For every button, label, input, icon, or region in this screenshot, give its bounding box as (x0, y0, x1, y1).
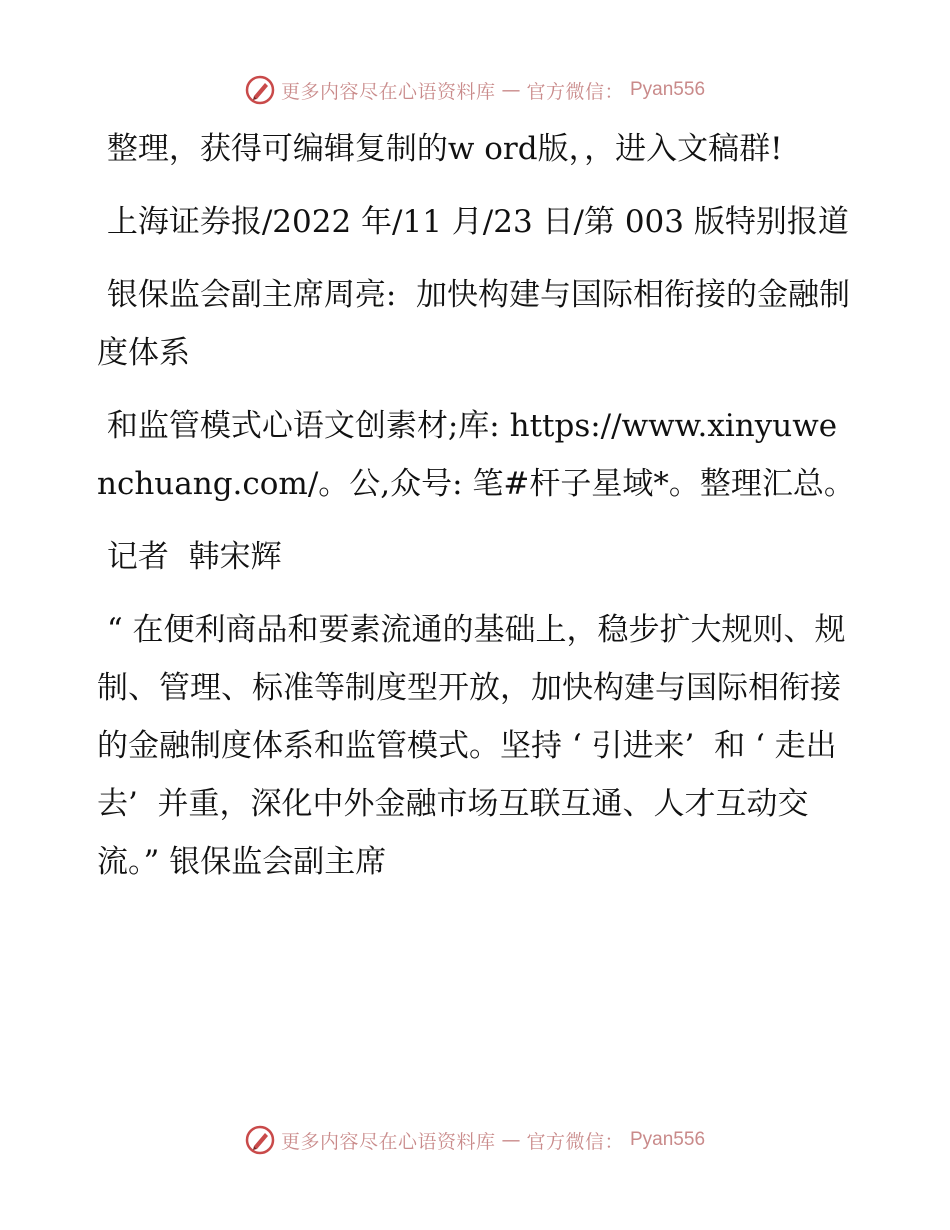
pen-logo-icon (245, 1125, 275, 1155)
paragraph-source: 上海证券报/2022 年/11 月/23 日/第 003 版特别报道 (97, 204, 849, 240)
watermark-dash: — (501, 1129, 521, 1151)
watermark-wechat-id: Pyan556 (630, 1129, 706, 1150)
watermark-main-text: 更多内容尽在心语资料库 (280, 80, 496, 103)
header-watermark (0, 70, 950, 110)
watermark-suffix-text: 官方微信： (526, 80, 624, 103)
watermark-dash: — (501, 79, 521, 101)
paragraph-headline: 银保监会副主席周亮: 加快构建与国际相衔接的金融制度体系 (97, 277, 851, 371)
paragraph-subheadline: 和监管模式心语文创素材;库: https://www.xinyuwenchuang.com/。公,众号: 笔#杆子星域*。整理汇总。 (97, 408, 855, 502)
paragraph-quote: “ 在便利商品和要素流通的基础上，稳步扩大规则、规制、管理、标准等制度型开放，加快构建与国际相衔接的金融制度体系和监管模式。坚持 ‘ 引进来’ 和 ‘ 走出去’ 并重，深化中外金融市场互联互通、人才互动交流。” 银保监会副主席 (97, 612, 846, 880)
footer-watermark (0, 1120, 950, 1160)
watermark-suffix-text: 官方微信： (526, 1130, 624, 1153)
paragraph-reporter: 记者 韩宋辉 (97, 539, 282, 575)
watermark-main-text: 更多内容尽在心语资料库 (280, 1130, 496, 1153)
watermark-wechat-id: Pyan556 (630, 79, 706, 100)
document-body (97, 120, 857, 906)
paragraph-intro: 整理，获得可编辑复制的w ord版，，进入文稿群! (97, 131, 783, 167)
pen-logo-icon (245, 75, 275, 105)
